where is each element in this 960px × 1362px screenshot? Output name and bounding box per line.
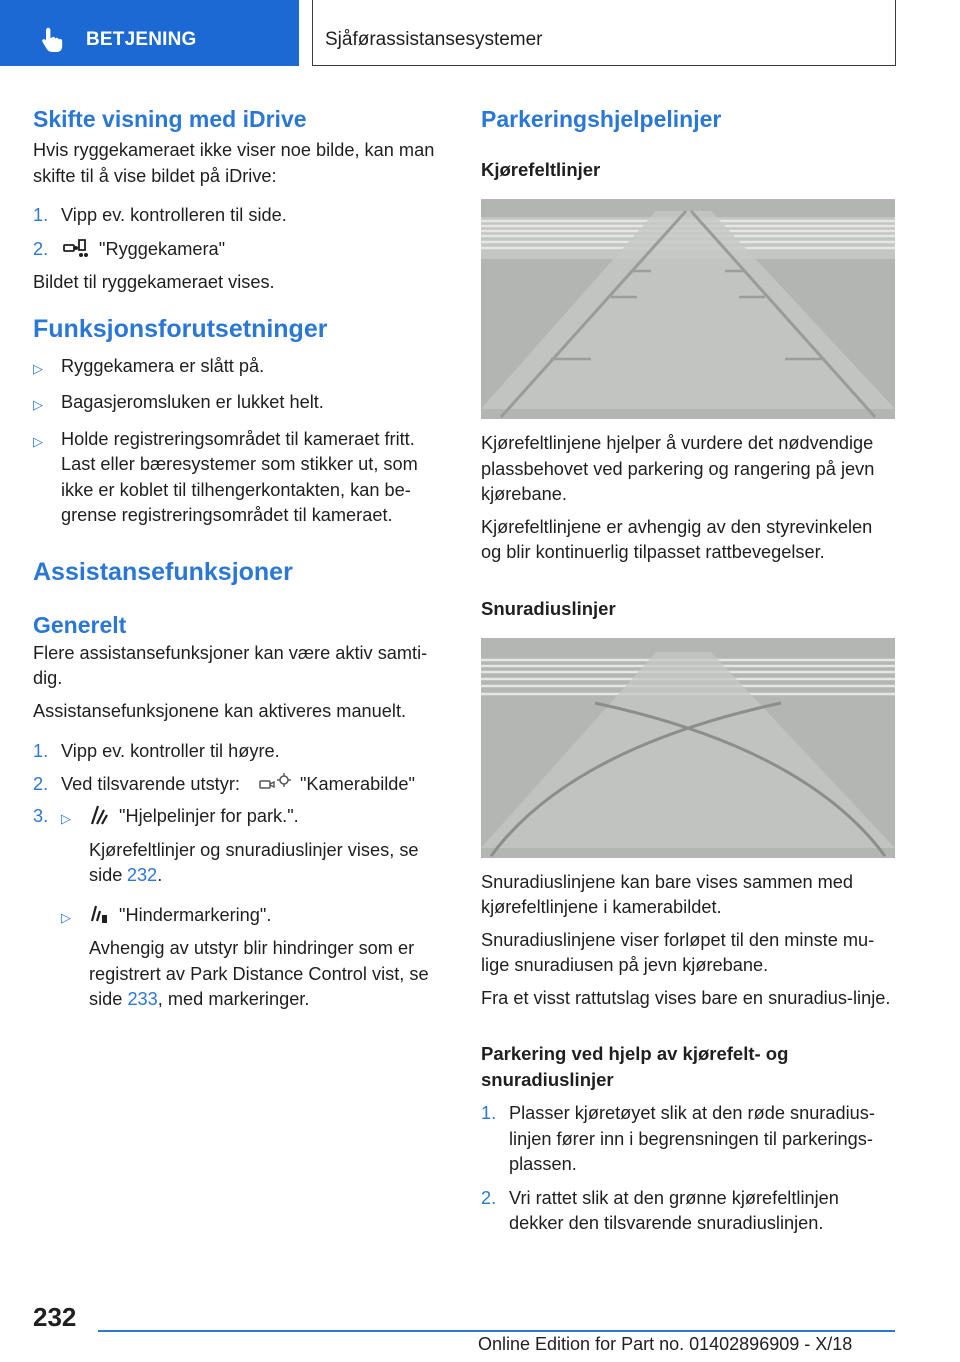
step-text: "Hindermarkering". (119, 904, 272, 925)
list-item (33, 804, 453, 832)
section-tab (0, 0, 299, 66)
step-number: 1. (33, 205, 49, 225)
radius-p1: Snuradiuslinjene kan bare vises sammen med kjørefeltlinjene i kamerabildet. (481, 871, 854, 917)
footer-edition: Online Edition for Part no. 01402896909 - X/18 (478, 1334, 853, 1354)
triangle-bullet-icon: ▷ (33, 397, 43, 412)
radius-p3: Fra et visst rattutslag vises bare en snuradius-linje. (481, 987, 891, 1008)
idrive-heading: Skifte visning med iDrive (33, 106, 307, 132)
list-item (481, 1186, 897, 1237)
section-title: BETJENING (86, 29, 197, 50)
step-text: Ved tilsvarende utstyr: (61, 773, 240, 794)
list-item (33, 427, 453, 529)
lane-lines-image (481, 199, 895, 419)
list-item-text: Holde registreringsområdet til kameraet fritt. Last eller bæresystemer som stikker ut, som ikke er koblet til tilhengerkontakten, kan be-grense registreringsområdet til kameraet. (61, 428, 418, 525)
idrive-after: Bildet til ryggekameraet vises. (33, 272, 275, 292)
assist-heading: Assistansefunksjoner (33, 557, 293, 586)
parking-steps (481, 1101, 897, 1237)
footer-divider (98, 1330, 895, 1332)
triangle-bullet-icon: ▷ (61, 811, 71, 826)
list-item (33, 354, 453, 382)
right-column (481, 98, 897, 1237)
list-item (61, 903, 453, 931)
page-header (0, 0, 960, 66)
sub-desc-end: . (157, 865, 163, 885)
rear-camera-icon (61, 237, 91, 259)
sub-desc (89, 936, 449, 1013)
general-heading: Generelt (33, 611, 127, 638)
page-number: 232 (33, 1302, 77, 1332)
triangle-bullet-icon: ▷ (33, 360, 43, 376)
radius-p2: Snuradiuslinjene viser forløpet til den minste mu-lige snuradiusen på jevn kjørebane. (481, 929, 875, 975)
left-column (33, 98, 453, 1013)
list-item (33, 772, 453, 798)
parking-heading: Parkering ved hjelp av kjørefelt- og snuradiuslinjer (481, 1043, 789, 1090)
step-text: Vipp ev. kontrolleren til side. (61, 205, 287, 225)
page-link-232[interactable]: 232 (126, 865, 158, 885)
chapter-box (312, 0, 896, 66)
step-number: 2. (33, 773, 49, 794)
page-link-233[interactable]: 233 (127, 989, 158, 1009)
step-number: 2. (33, 238, 49, 259)
lane-p1: Kjørefeltlinjene hjelper å vurdere det nødvendige plassbehovet ved parkering og rangering på jevn kjørebane. (481, 433, 875, 504)
list-item (33, 739, 453, 765)
chapter-title: Sjåførassistansesystemer (325, 29, 543, 50)
list-item-text: Bagasjeromsluken er lukket helt. (61, 392, 324, 412)
lane-p2: Kjørefeltlinjene er avhengig av den styrevinkelen og blir kontinuerlig tilpasset rattbevegelser. (481, 516, 873, 562)
triangle-bullet-icon: ▷ (33, 433, 43, 449)
step-number: 3. (33, 806, 49, 826)
sub-desc-text: Kjørefeltlinjer og snuradiuslinjer vises, se side (89, 839, 419, 885)
step-text: "Hjelpelinjer for park.". (119, 806, 299, 826)
list-item-text: Ryggekamera er slått på. (61, 355, 265, 376)
step-text: Vri rattet slik at den grønne kjørefeltlinjen dekker den tilsvarende snuradiuslinjen. (509, 1187, 839, 1233)
radius-heading: Snuradiuslinjer (481, 597, 616, 619)
step-label: "Kamerabilde" (299, 773, 415, 794)
step-number: 1. (33, 741, 49, 761)
idrive-steps (33, 203, 453, 262)
prereq-heading: Funksjonsforutsetninger (33, 314, 328, 343)
prereq-list (33, 354, 453, 529)
assist-p1: Flere assistansefunksjoner kan være aktiv samti-dig. (33, 642, 428, 688)
obstacle-marking-icon (89, 903, 109, 925)
step-text: Vipp ev. kontroller til høyre. (61, 741, 280, 761)
idrive-intro: Hvis ryggekameraet ikke viser noe bilde, kan man skifte til å vise bildet på iDrive: (33, 140, 435, 186)
list-item (33, 203, 453, 229)
list-item (33, 237, 453, 263)
turning-radius-image (481, 638, 895, 858)
sub-desc-text: Avhengig av utstyr blir hindringer som er registrert av Park Distance Control vist, se side (89, 938, 429, 1009)
pointing-hand-icon (38, 26, 66, 54)
sub-desc-end: , med markeringer. (157, 989, 310, 1009)
step-number: 1. (481, 1103, 497, 1123)
lane-heading: Kjørefeltlinjer (481, 159, 601, 180)
step-text: "Ryggekamera" (99, 238, 226, 259)
triangle-bullet-icon: ▷ (61, 909, 71, 925)
parking-lines-icon (89, 804, 109, 826)
sub-desc (89, 838, 447, 889)
list-item (33, 390, 453, 418)
assist-p2: Assistansefunksjonene kan aktiveres manuelt. (33, 700, 407, 721)
assist-steps (33, 739, 453, 1013)
list-item (481, 1101, 897, 1178)
parking-lines-heading: Parkeringshjelpelinjer (481, 106, 722, 132)
camera-view-icon (258, 772, 292, 794)
step-text: Plasser kjøretøyet slik at den røde snuradius-linjen fører inn i begrensningen til parkerings-plassen. (509, 1103, 875, 1174)
step-number: 2. (481, 1187, 497, 1208)
